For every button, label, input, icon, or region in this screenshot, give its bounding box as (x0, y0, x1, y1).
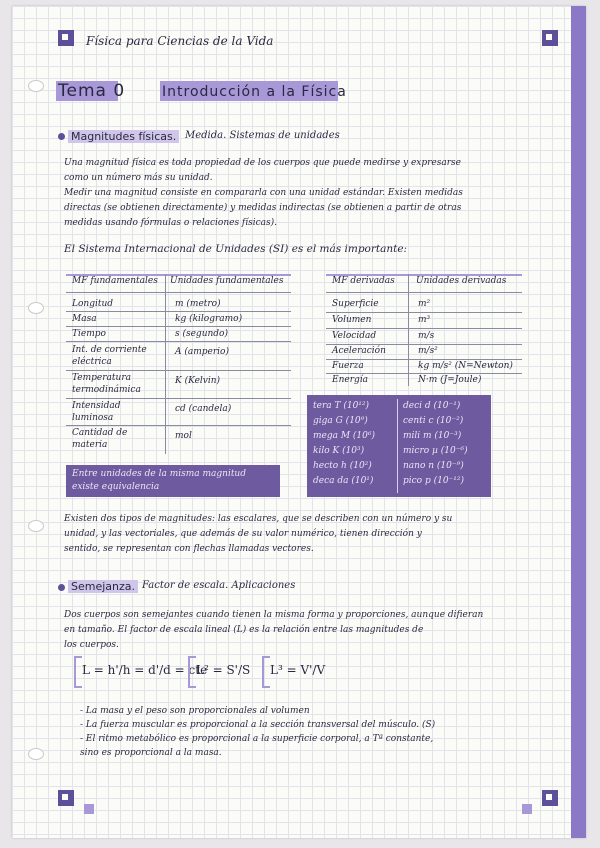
prefix-divider (397, 399, 398, 493)
table-rule (66, 326, 291, 327)
prefix-multiple: deca da (10¹) (313, 476, 374, 486)
para3-line: Dos cuerpos son semejantes cuando tienen la misma forma y proporciones, aunque difieran (64, 610, 484, 620)
note-line: Entre unidades de la misma magnitud (72, 469, 246, 479)
prefix-multiple: tera T (10¹²) (313, 401, 370, 411)
fund-row-name: Int. de corriente eléctrica (72, 345, 147, 367)
table-divider (408, 274, 409, 386)
table-rule (66, 398, 291, 399)
prefix-submultiple: mili m (10⁻³) (403, 431, 462, 441)
section-bullet-icon (58, 584, 65, 591)
section2-heading-a: Semejanza. (68, 580, 138, 593)
para2-line: Existen dos tipos de magnitudes: las escalares, que se describen con un número y su (64, 514, 453, 524)
der-row-name: Superficie (332, 299, 379, 309)
der-row-name: Aceleración (332, 346, 386, 356)
prefix-submultiple: micro µ (10⁻⁶) (403, 446, 468, 456)
formula-linear: L = h'/h = d'/d = cte (82, 663, 208, 677)
prefix-submultiple: deci d (10⁻¹) (403, 401, 461, 411)
table-rule (66, 311, 291, 312)
para2-line: sentido, se representan con flechas llamadas vectores. (64, 544, 314, 554)
binder-hole (28, 302, 44, 314)
der-row-name: Volumen (332, 315, 372, 325)
formula-volume: L³ = V'/V (270, 663, 326, 677)
para1-line: como un número más su unidad. (64, 173, 213, 183)
table-rule (66, 425, 291, 426)
section2-heading-b: Factor de escala. Aplicaciones (142, 580, 296, 591)
der-row-name: Velocidad (332, 331, 377, 341)
section1-heading-b: Medida. Sistemas de unidades (185, 130, 340, 141)
der-row-unit: m² (418, 299, 431, 309)
decorative-square (84, 804, 94, 814)
der-header-col1: MF derivadas (332, 276, 395, 286)
si-sentence: El Sistema Internacional de Unidades (SI) es el más importante: (64, 243, 408, 255)
fund-row-unit: s (segundo) (175, 329, 228, 339)
prefix-submultiple: centi c (10⁻²) (403, 416, 464, 426)
table-rule (66, 292, 291, 293)
table-rule (66, 370, 291, 371)
fund-row-name: Longitud (72, 299, 114, 309)
binder-hole (28, 80, 44, 92)
der-row-unit: kg m/s² (N=Newton) (418, 361, 513, 371)
theme-number: Tema 0 (58, 81, 126, 101)
fund-header-col1: MF fundamentales (72, 276, 158, 286)
para3-line: en tamaño. El factor de escala lineal (L) es la relación entre las magnitudes de (64, 625, 424, 635)
para3-line: los cuerpos. (64, 640, 119, 650)
fund-row-unit: K (Kelvin) (175, 376, 221, 386)
theme-name: Introducción a la Física (162, 84, 347, 100)
fund-row-name: Intensidad luminosa (72, 401, 121, 423)
binder-hole (28, 748, 44, 760)
prefix-multiple: mega M (10⁶) (313, 431, 376, 441)
prefixes-box (307, 395, 491, 497)
section1-heading-a: Magnitudes físicas. (68, 130, 179, 143)
der-row-unit: m/s (418, 331, 435, 341)
fund-row-name: Temperatura termodinámica (72, 373, 141, 395)
para1-line: medidas usando fórmulas o relaciones físicas). (64, 218, 278, 228)
fund-row-name: Tiempo (72, 329, 106, 339)
decorative-square (522, 804, 532, 814)
fund-row-unit: cd (candela) (175, 404, 232, 414)
prefix-multiple: giga G (10⁹) (313, 416, 368, 426)
formula-bracket (74, 656, 82, 688)
der-row-unit: N·m (J=Joule) (418, 375, 482, 385)
prefix-multiple: kilo K (10³) (313, 446, 365, 456)
fund-row-unit: A (amperio) (175, 347, 229, 357)
corner-bracket-icon (58, 790, 74, 806)
fund-row-unit: mol (175, 431, 192, 441)
der-row-name: Energía (332, 375, 368, 385)
table-rule (326, 359, 522, 360)
der-row-name: Fuerza (332, 361, 364, 371)
formula-bracket (188, 656, 196, 688)
note-line: existe equivalencia (72, 482, 160, 492)
table-divider (165, 274, 166, 454)
page-edge-stripe (571, 6, 586, 838)
prefix-multiple: hecto h (10²) (313, 461, 372, 471)
corner-bracket-icon (542, 790, 558, 806)
formula-surface: L² = S'/S (196, 663, 251, 677)
formula-bracket (262, 656, 270, 688)
table-rule (66, 341, 291, 342)
fund-row-unit: m (metro) (175, 299, 221, 309)
fund-header-col2: Unidades fundamentales (170, 276, 284, 286)
fund-row-unit: kg (kilogramo) (175, 314, 243, 324)
corner-bracket-icon (58, 30, 74, 46)
binder-hole (28, 520, 44, 532)
fund-row-name: Masa (72, 314, 97, 324)
para1-line: Una magnitud física es toda propiedad de los cuerpos que puede medirse y expresarse (64, 158, 461, 168)
bullet-line: - El ritmo metabólico es proporcional a la superficie corporal, a Tª constante, (80, 734, 434, 744)
table-rule (326, 344, 522, 345)
bullet-line: - La masa y el peso son proporcionales al volumen (80, 706, 310, 716)
para1-line: Medir una magnitud consiste en compararla con una unidad estándar. Existen medidas (64, 188, 463, 198)
prefix-submultiple: pico p (10⁻¹²) (403, 476, 465, 486)
corner-bracket-icon (542, 30, 558, 46)
bullet-line: sino es proporcional a la masa. (80, 748, 222, 758)
table-rule (326, 292, 522, 293)
equivalence-note-box (66, 465, 280, 497)
section-bullet-icon (58, 133, 65, 140)
prefix-submultiple: nano n (10⁻⁹) (403, 461, 464, 471)
table-rule (326, 373, 522, 374)
para1-line: directas (se obtienen directamente) y medidas indirectas (se obtienen a partir de otras (64, 203, 462, 213)
table-rule (326, 312, 522, 313)
header-title: Física para Ciencias de la Vida (86, 34, 274, 48)
bullet-line: - La fuerza muscular es proporcional a la sección transversal del músculo. (S) (80, 720, 436, 730)
para2-line: unidad, y las vectoriales, que además de su valor numérico, tienen dirección y (64, 529, 422, 539)
fund-row-name: Cantidad de materia (72, 428, 128, 450)
der-header-col2: Unidades derivadas (416, 276, 507, 286)
table-rule (326, 328, 522, 329)
der-row-unit: m/s² (418, 346, 438, 356)
der-row-unit: m³ (418, 315, 431, 325)
